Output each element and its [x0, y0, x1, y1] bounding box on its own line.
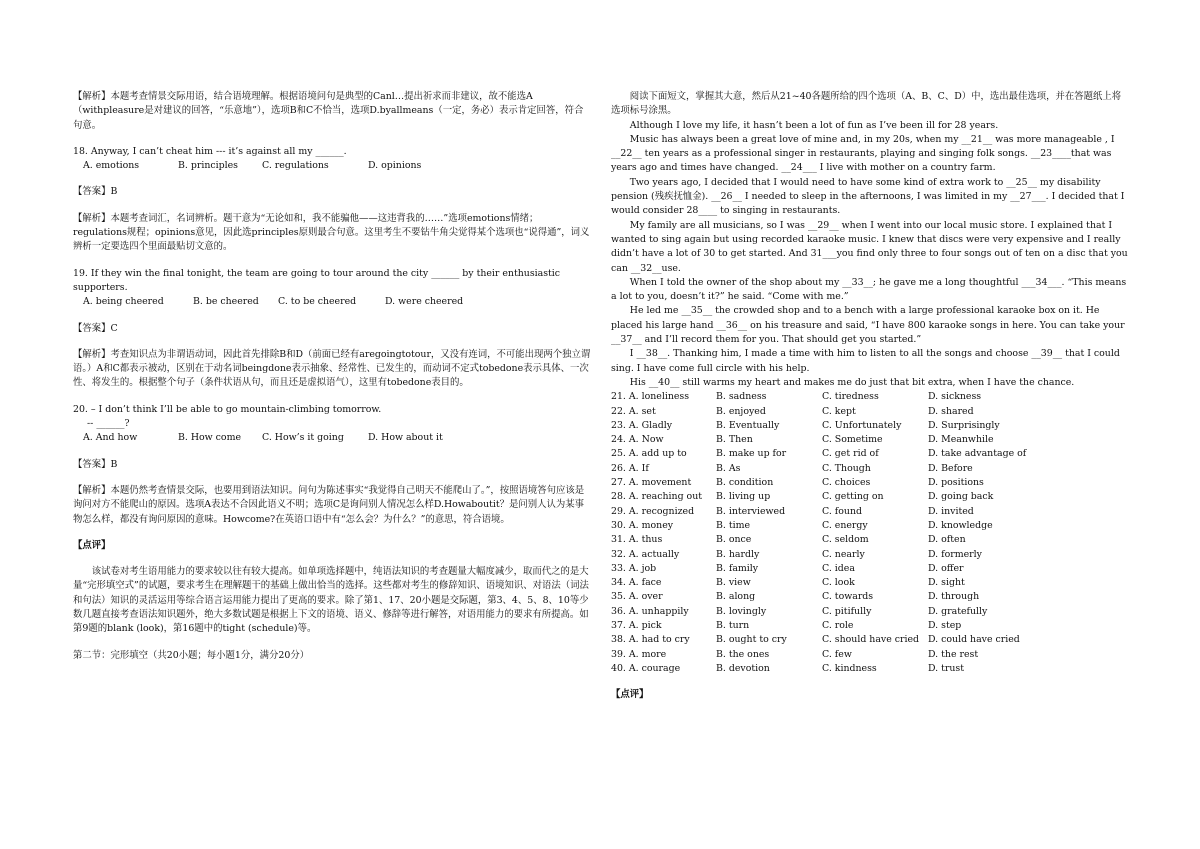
- option: D. Surprisingly: [928, 419, 1000, 431]
- option: D. knowledge: [928, 519, 993, 531]
- option: 32. A. actually: [611, 548, 680, 560]
- option: 40. A. courage: [611, 662, 681, 674]
- option: B. interviewed: [716, 505, 786, 517]
- answer-18: 【答案】B: [73, 186, 118, 198]
- option: D. trust: [928, 662, 965, 674]
- passage-paragraph: When I told the owner of the shop about my __33__; he gave me a long thoughtful ___34___. “This means a lot to you, doesn’t it?” he said. “Come with me.”: [611, 276, 1127, 303]
- comment-text: 该试卷对考生语用能力的要求较以往有较大提高。如单项选择题中，纯语法知识的考查题量大幅度减少，取而代之的是大量“完形填空式”的试题，要求考生在理解题干的基础上做出恰当的选择。这些都对考生的修辞知识、语境知识、对语法（词法和句法）知识的灵活运用等综合语言运用能力提出了更高的要求。除了第1、17、20小题是交际题，第3、4、5、8、10等少数几题直接考查语法知识题外，绝大多数试题是根据上下文的语境、语义、修辞等进行解答，对语用能力的要求有所提高。如第9题的blank (look)，第16题中的tight (schedule)等。: [73, 566, 589, 635]
- question-row: [611, 519, 1129, 533]
- option: B. along: [716, 591, 756, 603]
- option: C. Unfortunately: [822, 419, 902, 431]
- question-row: [611, 590, 1129, 604]
- question-options-list: [611, 390, 1129, 676]
- analysis-17: 【解析】本题考查情景交际用语，结合语境理解。根据语境问句是典型的Canl…提出祈求而非建议，故不能选A（withpleasure是对建议的回答，“乐意地”），选项B和C不恰当，选项D.byallmeans（一定，务必）表示肯定回答，符合句意。: [73, 91, 584, 131]
- option: B. view: [716, 577, 751, 589]
- answer-19: 【答案】C: [73, 322, 118, 334]
- option: B. Eventually: [716, 419, 780, 431]
- option: B. As: [716, 462, 741, 474]
- option: C. pitifully: [822, 605, 872, 617]
- option: C. Though: [822, 462, 871, 474]
- option: 25. A. add up to: [611, 448, 687, 460]
- right-column: [611, 90, 1129, 702]
- question-row: [611, 390, 1129, 404]
- option: 21. A. loneliness: [611, 391, 690, 403]
- option: B. condition: [716, 477, 774, 489]
- question-row: [611, 548, 1129, 562]
- option: C. towards: [822, 591, 874, 603]
- option: 36. A. unhappily: [611, 605, 689, 617]
- question-row: [611, 648, 1129, 662]
- option: 34. A. face: [611, 577, 662, 589]
- passage-paragraph: Music has always been a great love of mine and, in my 20s, when my __21__ was more manageable , I __22__ ten years as a professional singer in restaurants, playing and singing folk songs. __23____that was years ago and times have changed. __24___ I live with mother on a country farm.: [611, 133, 1115, 174]
- option: 29. A. recognized: [611, 505, 695, 517]
- option: C. found: [822, 505, 862, 517]
- option: 38. A. had to cry: [611, 634, 690, 646]
- option: D. formerly: [928, 548, 982, 560]
- question-row: [611, 562, 1129, 576]
- option: B. time: [716, 519, 751, 531]
- option: D. positions: [928, 477, 984, 489]
- option: 31. A. thus: [611, 534, 663, 546]
- option: D. opinions: [368, 160, 422, 172]
- question-row: [611, 419, 1129, 433]
- option: D. offer: [928, 562, 964, 574]
- option: 27. A. movement: [611, 477, 692, 489]
- option: B. How come: [178, 432, 242, 444]
- question-row: [611, 433, 1129, 447]
- option: C. nearly: [822, 548, 865, 560]
- option: D. invited: [928, 505, 974, 517]
- passage-paragraph: Although I love my life, it hasn’t been a lot of fun as I’ve been ill for 28 years.: [629, 119, 999, 131]
- question-row: [611, 462, 1129, 476]
- passage-paragraph: I __38__. Thanking him, I made a time with him to listen to all the songs and choose __39__ that I could sing. I have come full circle with his help.: [611, 348, 1120, 374]
- option: D. could have cried: [928, 634, 1020, 646]
- option: B. be cheered: [193, 296, 259, 308]
- option: D. step: [928, 619, 962, 631]
- option: D. often: [928, 534, 966, 546]
- option: 28. A. reaching out: [611, 491, 702, 503]
- question-19: 19. If they win the final tonight, the team are going to tour around the city ______ by their enthusiastic supporters.: [73, 267, 561, 293]
- question-row: [611, 533, 1129, 547]
- question-20-options: [73, 431, 591, 445]
- option: 39. A. more: [611, 648, 667, 660]
- option: A. And how: [83, 432, 138, 444]
- section-title: 第二节：完形填空（共20小题；每小题1分，满分20分）: [73, 649, 310, 661]
- question-row: [611, 576, 1129, 590]
- question-row: [611, 476, 1129, 490]
- question-row: [611, 619, 1129, 633]
- option: C. energy: [822, 519, 868, 531]
- option: B. once: [716, 534, 752, 546]
- option: C. kindness: [822, 662, 877, 674]
- option: D. the rest: [928, 648, 979, 660]
- option: B. principles: [178, 160, 238, 172]
- option: D. were cheered: [385, 296, 464, 308]
- option: B. family: [716, 562, 759, 574]
- option: B. make up for: [716, 448, 787, 460]
- option: C. getting on: [822, 491, 884, 503]
- option: B. hardly: [716, 548, 760, 560]
- question-18-options: [73, 159, 591, 173]
- option: A. emotions: [83, 160, 140, 172]
- option: B. living up: [716, 491, 771, 503]
- passage-paragraph: He led me __35__ the crowded shop and to a bench with a large professional karaoke box on it. He placed his large hand __36__ on his treasure and said, “I have 800 karaoke songs in here. You can take your __37__ and I’ll record them for you. That should get you started.”: [611, 305, 1125, 346]
- option: B. enjoyed: [716, 405, 766, 417]
- option: B. ought to cry: [716, 634, 787, 646]
- option: 22. A. set: [611, 405, 656, 417]
- option: D. Before: [928, 462, 973, 474]
- option: D. through: [928, 591, 980, 603]
- passage-paragraph: Two years ago, I decided that I would need to have some kind of extra work to __25__ my disability pension (残疾抚恤金). __26__ I needed to sleep in the afternoons, I was limited in my __27___. I decided that I would consider 28____ to singing in restaurants.: [611, 176, 1125, 217]
- question-20-reply: -- ______?: [87, 418, 130, 430]
- question-row: [611, 505, 1129, 519]
- question-row: [611, 605, 1129, 619]
- option: C. Sometime: [822, 434, 883, 446]
- option: D. sight: [928, 577, 965, 589]
- option: C. kept: [822, 405, 856, 417]
- option: B. sadness: [716, 391, 767, 403]
- option: B. Then: [716, 434, 753, 446]
- option: 26. A. If: [611, 462, 649, 474]
- option: D. How about it: [368, 432, 443, 444]
- option: D. sickness: [928, 391, 982, 403]
- option: C. idea: [822, 562, 855, 574]
- option: C. few: [822, 648, 852, 660]
- option: 35. A. over: [611, 591, 663, 603]
- option: B. devotion: [716, 662, 770, 674]
- option: C. How’s it going: [262, 432, 344, 444]
- option: 33. A. job: [611, 562, 657, 574]
- passage-paragraph: His __40__ still warms my heart and makes me do just that bit extra, when I have the chance.: [629, 376, 1075, 388]
- comment-heading: 【点评】: [611, 689, 649, 701]
- answer-20: 【答案】B: [73, 458, 118, 470]
- analysis-19: 【解析】考查知识点为非谓语动词，因此首先排除B和D（前面已经有aregoingtotour，又没有连词，不可能出现两个独立谓语。）A和C都表示被动，区别在于动名词beingdone表示抽象、经常性、已发生的，而动词不定式tobedone表示具体、一次性、将发生的。根据整个句子（条件状语从句，而且还是虚拟语气），这里有tobedone表目的。: [73, 348, 591, 389]
- question-18: 18. Anyway, I can’t cheat him --- it’s against all my ______.: [73, 145, 347, 157]
- option: C. to be cheered: [278, 296, 357, 308]
- option: 30. A. money: [611, 519, 674, 531]
- question-row: [611, 405, 1129, 419]
- option: B. lovingly: [716, 605, 767, 617]
- analysis-18: 【解析】本题考查词汇，名词辨析。题干意为“无论如和，我不能骗他——这违背我的……”选项emotions情绪；regulations规程；opinions意见，因此选principles原则最合句意。这里考生不要钻牛角尖觉得某个选项也“说得通”，词义辨析一定要选四个里面最贴切文意的。: [73, 212, 590, 253]
- option: C. tiredness: [822, 391, 879, 403]
- question-row: [611, 662, 1129, 676]
- left-column: [73, 90, 591, 663]
- option: 37. A. pick: [611, 619, 662, 631]
- option: C. look: [822, 577, 855, 589]
- question-row: [611, 490, 1129, 504]
- option: B. the ones: [716, 648, 770, 660]
- option: C. role: [822, 619, 854, 631]
- option: 24. A. Now: [611, 434, 664, 446]
- analysis-20: 【解析】本题仍然考查情景交际，也要用到语法知识。问句为陈述事实“我觉得自己明天不能爬山了。”，按照语境答句应该是询问对方不能爬山的原因。选项A表达不合因此语义不明；选项C是询问别人情况怎么样D.Howaboutit？是问别人认为某事物怎么样，都没有询问原因的意味。Howcome?在英语口语中有“怎么会？为什么？”的意思，符合语境。: [73, 484, 585, 525]
- option: D. take advantage of: [928, 448, 1027, 460]
- question-row: [611, 633, 1129, 647]
- option: C. regulations: [262, 160, 329, 172]
- passage-paragraph: My family are all musicians, so I was __29__ when I went into our local music store. I explained that I wanted to sing again but using recorded karaoke music. I knew that discs were very expensive and I really didn’t have a lot of 30 to get started. And 31___you find only three to four songs out of ten on a disc that you can __32__use.: [611, 219, 1128, 274]
- option: D. gratefully: [928, 605, 988, 617]
- question-19-options: [73, 295, 591, 309]
- option: 23. A. Gladly: [611, 419, 672, 431]
- option: D. Meanwhile: [928, 434, 994, 446]
- option: C. should have cried: [822, 634, 920, 646]
- comment-heading: 【点评】: [73, 539, 111, 551]
- option: C. choices: [822, 477, 871, 489]
- option: C. seldom: [822, 534, 869, 546]
- option: C. get rid of: [822, 448, 879, 460]
- cloze-instructions: 阅读下面短文，掌握其大意，然后从21~40各题所给的四个选项（A、B、C、D）中，选出最佳选项，并在答题纸上将选项标号涂黑。: [611, 91, 1122, 117]
- option: A. being cheered: [83, 296, 164, 308]
- option: D. shared: [928, 405, 974, 417]
- question-20: 20. – I don’t think I’ll be able to go mountain-climbing tomorrow.: [73, 403, 382, 415]
- option: B. turn: [716, 619, 750, 631]
- option: D. going back: [928, 491, 994, 503]
- question-row: [611, 447, 1129, 461]
